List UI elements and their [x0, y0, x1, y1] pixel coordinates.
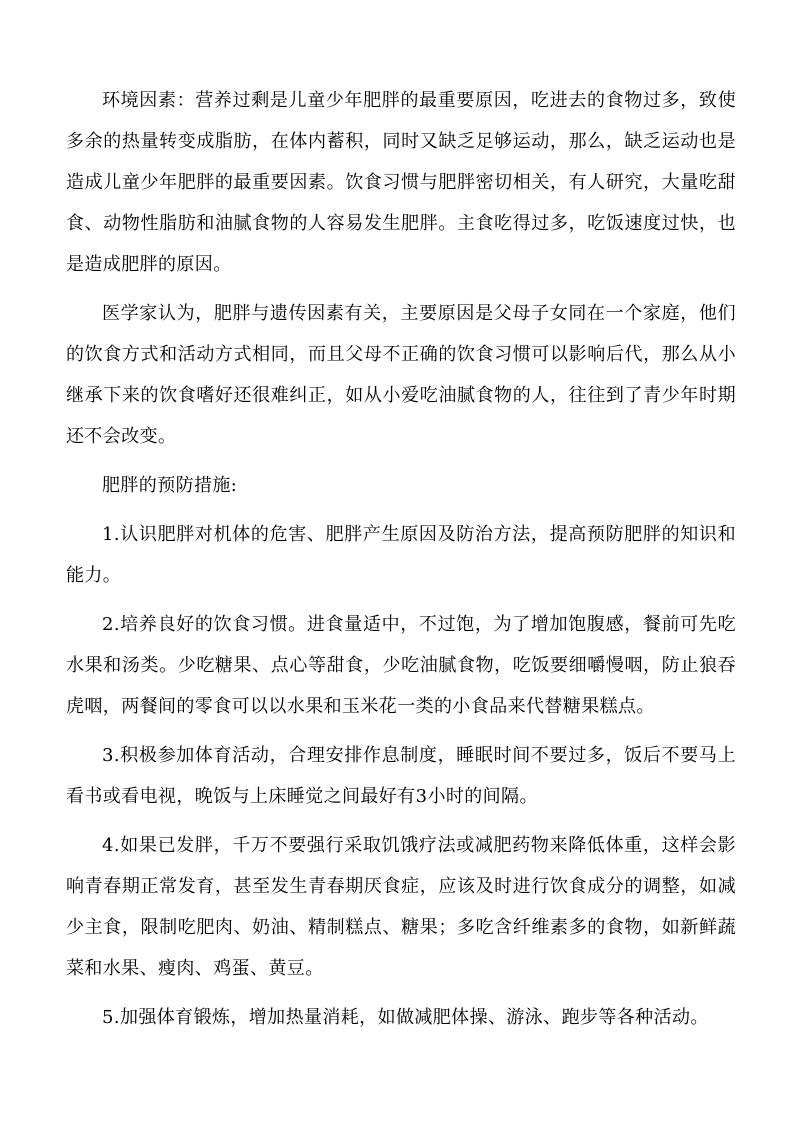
paragraph-genetic-factors: 医学家认为，肥胖与遗传因素有关，主要原因是父母子女同在一个家庭，他们的饮食方式和活动方式相同，而且父母不正确的饮食习惯可以影响后代，那么从小继承下来的饮食嗜好还很难纠正，如从小爱吃油腻食物的人，往往到了青少年时期还不会改变。 — [66, 303, 736, 447]
paragraph-environment-factors: 环境因素：营养过剩是儿童少年肥胖的最重要原因，吃进去的食物过多，致使多余的热量转变成脂肪，在体内蓄积，同时又缺乏足够运动，那么，缺乏运动也是造成儿童少年肥胖的最重要因素。饮食习惯与肥胖密切相关，有人研究，大量吃甜食、动物性脂肪和油腻食物的人容易发生肥胖。主食吃得过多，吃饭速度过快，也是造成肥胖的原因。 — [66, 90, 736, 275]
section-heading-prevention: 肥胖的预防措施: — [102, 475, 238, 496]
list-item-1: 1.认识肥胖对机体的危害、肥胖产生原因及防治方法，提高预防肥胖的知识和能力。 — [66, 524, 736, 586]
list-item-3: 3.积极参加体育活动，合理安排作息制度，睡眠时间不要过多，饭后不要马上看书或看电视，晚饭与上床睡觉之间最好有3小时的间隔。 — [66, 745, 736, 807]
list-item-4: 4.如果已发胖，千万不要强行采取饥饿疗法或减肥药物来降低体重，这样会影响青春期正常发育，甚至发生青春期厌食症，应该及时进行饮食成分的调整，如减少主食，限制吃肥肉、奶油、精制糕点、糖果；多吃含纤维素多的食物，如新鲜蔬菜和水果、瘦肉、鸡蛋、黄豆。 — [66, 835, 736, 979]
list-item-2: 2.培养良好的饮食习惯。进食量适中，不过饱，为了增加饱腹感，餐前可先吃水果和汤类。少吃糖果、点心等甜食，少吃油腻食物，吃饭要细嚼慢咽，防止狼吞虎咽，两餐间的零食可以以水果和玉米花一类的小食品来代替糖果糕点。 — [66, 614, 736, 717]
list-item-5: 5.加强体育锻炼，增加热量消耗，如做减肥体操、游泳、跑步等各种活动。 — [102, 1007, 709, 1028]
